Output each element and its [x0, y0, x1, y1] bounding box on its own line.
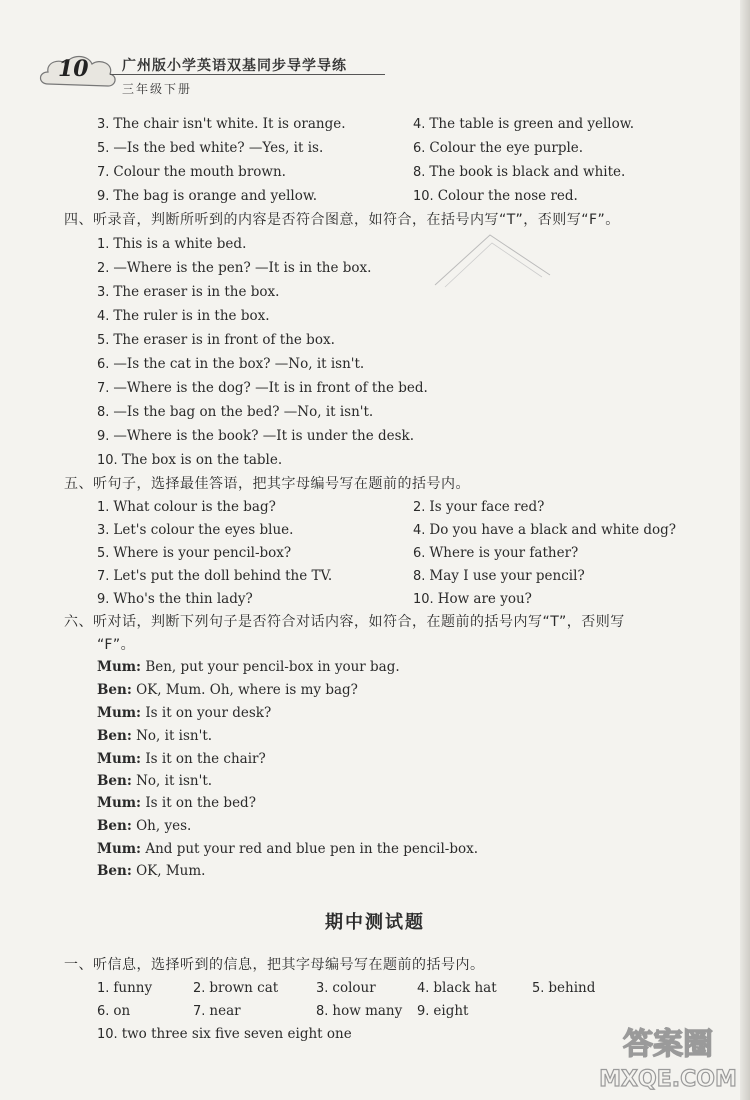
list-item: 2. brown cat: [193, 980, 279, 996]
list-item: 5. behind: [532, 980, 596, 996]
list-item: 2. Is your face red?: [413, 499, 545, 515]
list-item: 4. black hat: [417, 980, 497, 996]
dialogue-line: Ben: OK, Mum.: [97, 863, 206, 879]
list-item: 9. —Where is the book? —It is under the desk.: [97, 428, 415, 444]
grade-label: 三年级下册: [122, 82, 193, 96]
list-item: 3. The chair isn't white. It is orange.: [97, 116, 346, 132]
book-title: 广州版小学英语双基同步导学导练: [122, 58, 347, 74]
dialogue-line: Ben: No, it isn't.: [97, 773, 213, 789]
list-item: 8. May I use your pencil?: [413, 568, 585, 584]
list-item: 3. The eraser is in the box.: [97, 284, 280, 300]
list-item: 5. —Is the bed white? —Yes, it is.: [97, 140, 324, 156]
dialogue-line: Mum: Is it on the bed?: [97, 795, 256, 811]
list-item: 2. —Where is the pen? —It is in the box.: [97, 260, 372, 276]
list-item: 9. Who's the thin lady?: [97, 591, 253, 607]
page-number: 10: [58, 56, 89, 82]
dialogue-line: Mum: Is it on the chair?: [97, 751, 266, 767]
list-item: 10. Colour the nose red.: [413, 188, 578, 204]
list-item: 6. on: [97, 1003, 131, 1019]
page-edge-shadow: [740, 0, 750, 1100]
section-heading-6-cont: “F”。: [97, 637, 136, 653]
list-item: 4. The ruler is in the box.: [97, 308, 270, 324]
list-item: 7. Colour the mouth brown.: [97, 164, 286, 180]
dialogue-line: Mum: Ben, put your pencil-box in your bag.: [97, 659, 400, 675]
list-item: 3. Let's colour the eyes blue.: [97, 522, 294, 538]
list-item: 8. how many: [316, 1003, 403, 1019]
watermark-logo: [598, 1020, 738, 1092]
list-item: 10. two three six five seven eight one: [97, 1026, 352, 1042]
fold-mark-decoration: [430, 225, 560, 295]
list-item: 8. —Is the bag on the bed? —No, it isn't.: [97, 404, 374, 420]
dialogue-line: Mum: And put your red and blue pen in the pencil-box.: [97, 841, 479, 857]
section-heading-6: 六、听对话，判断下列句子是否符合对话内容，如符合，在题前的括号内写“T”，否则写: [64, 614, 625, 630]
section-heading-4: 四、听录音，判断所听到的内容是否符合图意，如符合，在括号内写“T”，否则写“F”。: [64, 212, 620, 228]
list-item: 3. colour: [316, 980, 376, 996]
list-item: 10. The box is on the table.: [97, 452, 283, 468]
dialogue-line: Ben: No, it isn't.: [97, 728, 213, 744]
list-item: 1. funny: [97, 980, 153, 996]
list-item: 5. Where is your pencil-box?: [97, 545, 292, 561]
section-heading-5: 五、听句子，选择最佳答语，把其字母编号写在题前的括号内。: [64, 476, 470, 492]
list-item: 7. Let's put the doll behind the TV.: [97, 568, 333, 584]
list-item: 10. How are you?: [413, 591, 532, 607]
list-item: 7. near: [193, 1003, 241, 1019]
list-item: 6. —Is the cat in the box? —No, it isn't.: [97, 356, 365, 372]
svg-text:答案圈: 答案圈: [623, 1027, 713, 1062]
dialogue-line: Ben: Oh, yes.: [97, 818, 192, 834]
midterm-title: 期中测试题: [325, 912, 425, 933]
svg-text:MXQE.COM: MXQE.COM: [599, 1067, 737, 1092]
list-item: 9. The bag is orange and yellow.: [97, 188, 318, 204]
list-item: 1. What colour is the bag?: [97, 499, 276, 515]
list-item: 9. eight: [417, 1003, 469, 1019]
list-item: 6. Where is your father?: [413, 545, 579, 561]
header-divider: [110, 74, 385, 75]
midterm-section-heading-1: 一、听信息，选择听到的信息，把其字母编号写在题前的括号内。: [64, 957, 485, 973]
list-item: 6. Colour the eye purple.: [413, 140, 584, 156]
list-item: 4. The table is green and yellow.: [413, 116, 634, 132]
list-item: 8. The book is black and white.: [413, 164, 626, 180]
list-item: 7. —Where is the dog? —It is in front of the bed.: [97, 380, 428, 396]
list-item: 1. This is a white bed.: [97, 236, 247, 252]
list-item: 5. The eraser is in front of the box.: [97, 332, 335, 348]
list-item: 4. Do you have a black and white dog?: [413, 522, 677, 538]
dialogue-line: Ben: OK, Mum. Oh, where is my bag?: [97, 682, 358, 698]
dialogue-line: Mum: Is it on your desk?: [97, 705, 272, 721]
